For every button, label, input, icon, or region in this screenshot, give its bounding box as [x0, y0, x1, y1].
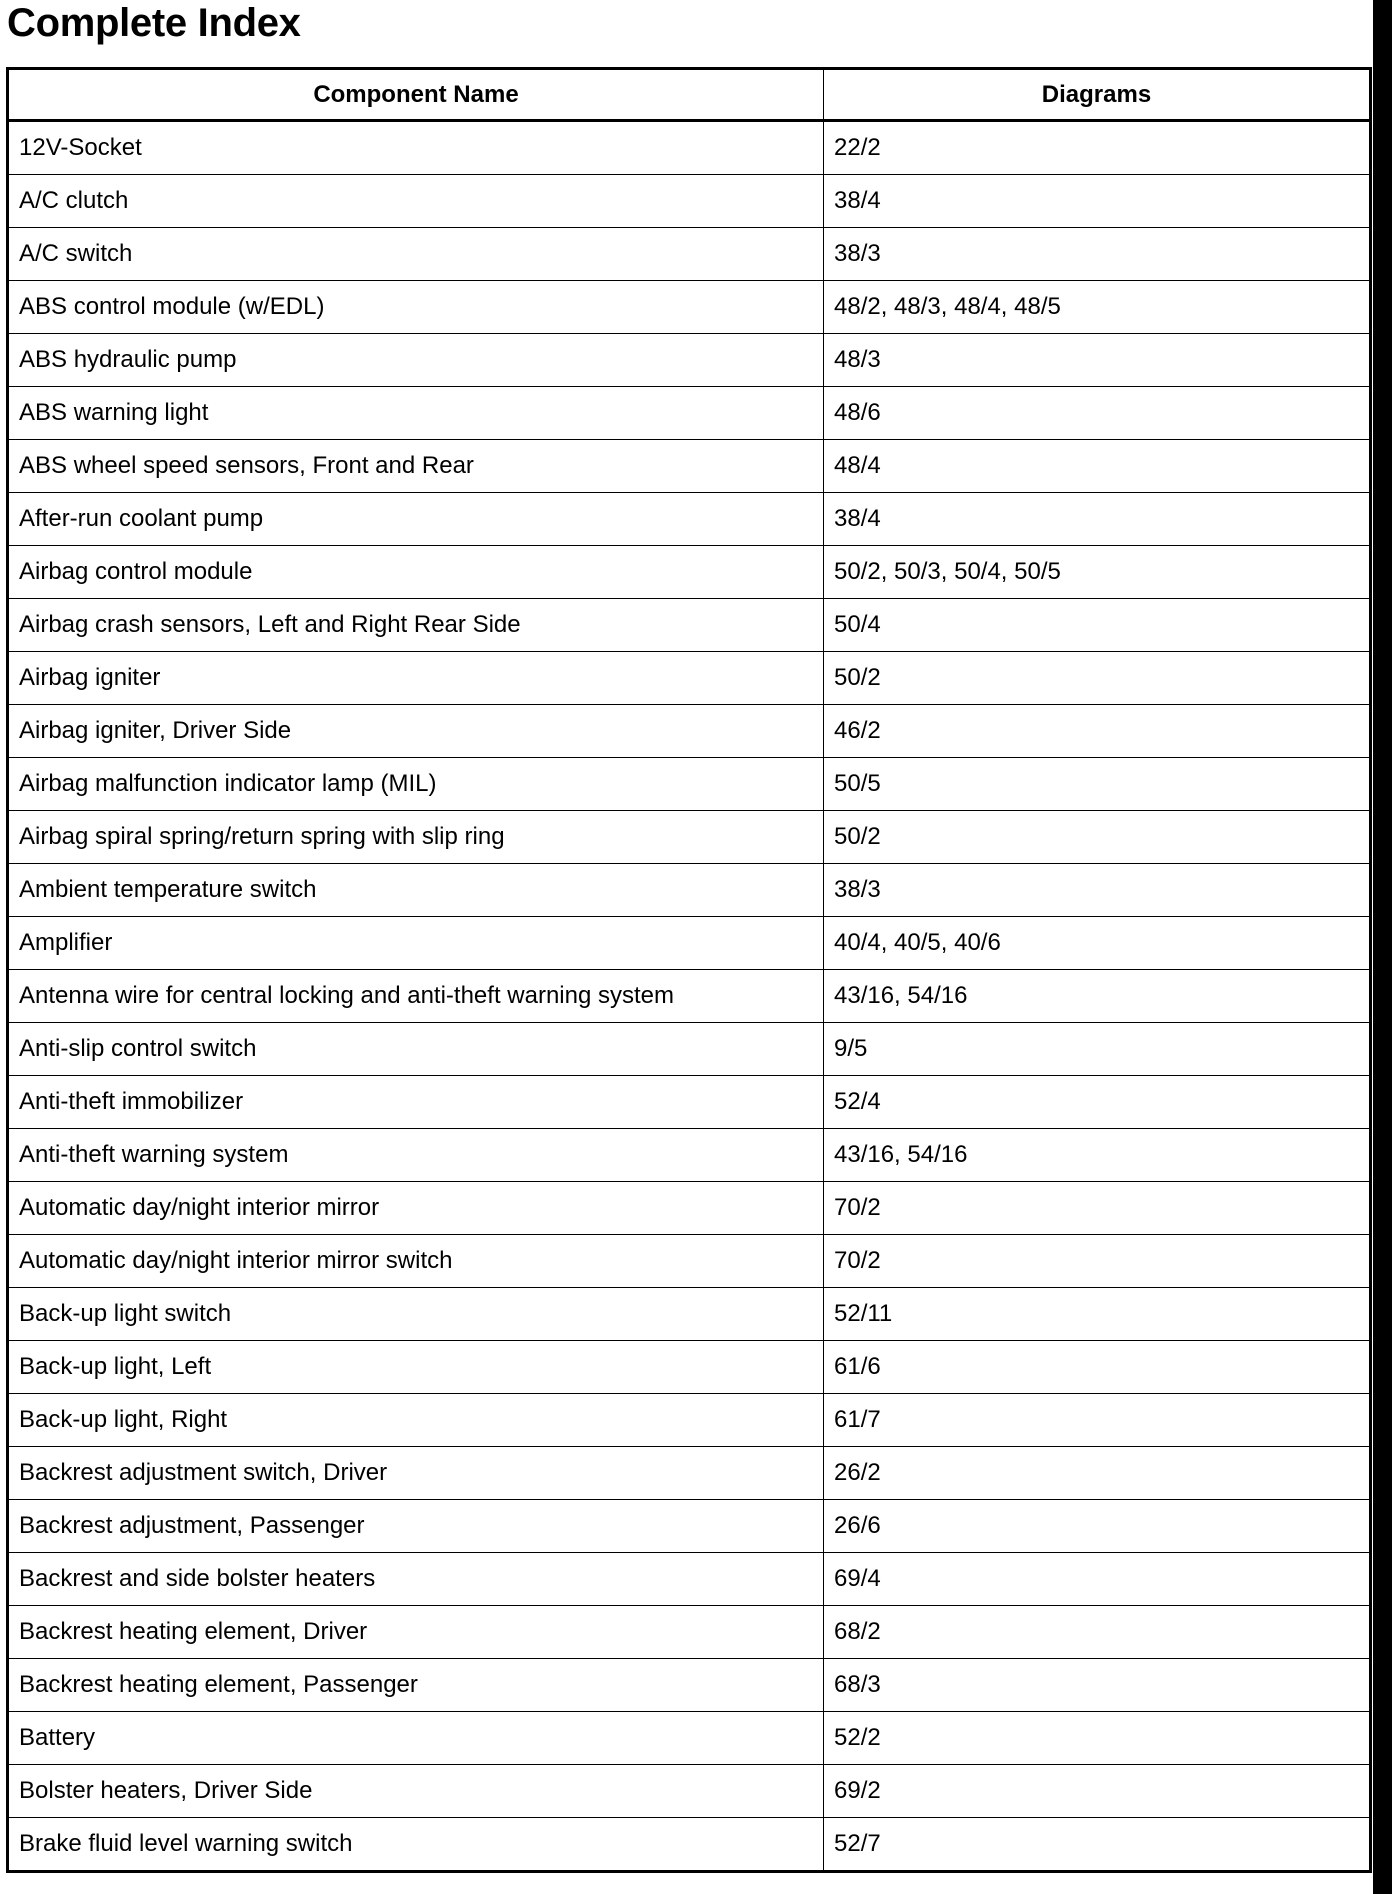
diagrams-cell: 40/4, 40/5, 40/6 [824, 917, 1371, 970]
table-row [8, 1818, 1371, 1872]
component-name-cell: Backrest adjustment, Passenger [8, 1500, 824, 1553]
table-row [8, 121, 1371, 175]
diagrams-cell: 48/3 [824, 334, 1371, 387]
table-row [8, 334, 1371, 387]
table-row [8, 1076, 1371, 1129]
diagrams-cell: 26/6 [824, 1500, 1371, 1553]
table-row [8, 1659, 1371, 1712]
component-name-cell: Brake fluid level warning switch [8, 1818, 824, 1872]
table-row [8, 1500, 1371, 1553]
table-row [8, 652, 1371, 705]
component-name-cell: Airbag crash sensors, Left and Right Rear Side [8, 599, 824, 652]
component-name-cell: Backrest heating element, Driver [8, 1606, 824, 1659]
table-row [8, 493, 1371, 546]
diagrams-cell: 43/16, 54/16 [824, 1129, 1371, 1182]
diagrams-cell: 52/11 [824, 1288, 1371, 1341]
component-name-cell: 12V-Socket [8, 121, 824, 175]
component-name-cell: After-run coolant pump [8, 493, 824, 546]
diagrams-cell: 69/2 [824, 1765, 1371, 1818]
diagrams-cell: 26/2 [824, 1447, 1371, 1500]
component-name-cell: A/C switch [8, 228, 824, 281]
table-row [8, 1288, 1371, 1341]
diagrams-cell: 43/16, 54/16 [824, 970, 1371, 1023]
table-row [8, 1235, 1371, 1288]
diagrams-cell: 61/6 [824, 1341, 1371, 1394]
table-row [8, 228, 1371, 281]
header-component-name: Component Name [8, 69, 824, 121]
table-row [8, 175, 1371, 228]
table-row [8, 1447, 1371, 1500]
diagrams-cell: 50/4 [824, 599, 1371, 652]
table-row [8, 970, 1371, 1023]
diagrams-cell: 46/2 [824, 705, 1371, 758]
component-name-cell: Automatic day/night interior mirror [8, 1182, 824, 1235]
component-name-cell: Amplifier [8, 917, 824, 970]
diagrams-cell: 9/5 [824, 1023, 1371, 1076]
table-row [8, 1553, 1371, 1606]
component-name-cell: Anti-theft warning system [8, 1129, 824, 1182]
diagrams-cell: 70/2 [824, 1235, 1371, 1288]
diagrams-cell: 69/4 [824, 1553, 1371, 1606]
table-row [8, 1712, 1371, 1765]
diagrams-cell: 68/3 [824, 1659, 1371, 1712]
component-name-cell: Anti-slip control switch [8, 1023, 824, 1076]
page-title: Complete Index [7, 1, 301, 45]
table-body [8, 121, 1371, 1872]
table-row [8, 387, 1371, 440]
component-name-cell: ABS hydraulic pump [8, 334, 824, 387]
table-row [8, 546, 1371, 599]
component-name-cell: Back-up light, Left [8, 1341, 824, 1394]
table-row [8, 1394, 1371, 1447]
component-name-cell: Back-up light, Right [8, 1394, 824, 1447]
component-name-cell: Airbag igniter [8, 652, 824, 705]
table-row [8, 1129, 1371, 1182]
diagrams-cell: 48/4 [824, 440, 1371, 493]
component-name-cell: Airbag igniter, Driver Side [8, 705, 824, 758]
component-name-cell: Airbag malfunction indicator lamp (MIL) [8, 758, 824, 811]
table-row [8, 1765, 1371, 1818]
table-row [8, 1606, 1371, 1659]
component-name-cell: ABS warning light [8, 387, 824, 440]
diagrams-cell: 50/2, 50/3, 50/4, 50/5 [824, 546, 1371, 599]
diagrams-cell: 70/2 [824, 1182, 1371, 1235]
table-row [8, 599, 1371, 652]
diagrams-cell: 61/7 [824, 1394, 1371, 1447]
component-name-cell: Antenna wire for central locking and anti-theft warning system [8, 970, 824, 1023]
diagrams-cell: 38/3 [824, 228, 1371, 281]
component-name-cell: Back-up light switch [8, 1288, 824, 1341]
diagrams-cell: 48/6 [824, 387, 1371, 440]
component-index-table [6, 67, 1372, 1873]
component-name-cell: Backrest adjustment switch, Driver [8, 1447, 824, 1500]
component-name-cell: Bolster heaters, Driver Side [8, 1765, 824, 1818]
diagrams-cell: 68/2 [824, 1606, 1371, 1659]
component-name-cell: Ambient temperature switch [8, 864, 824, 917]
component-name-cell: Backrest heating element, Passenger [8, 1659, 824, 1712]
page-edge-bar [1373, 0, 1392, 1894]
component-name-cell: ABS control module (w/EDL) [8, 281, 824, 334]
diagrams-cell: 50/2 [824, 652, 1371, 705]
component-name-cell: Automatic day/night interior mirror switch [8, 1235, 824, 1288]
table-row [8, 281, 1371, 334]
component-name-cell: Anti-theft immobilizer [8, 1076, 824, 1129]
table-row [8, 1023, 1371, 1076]
component-name-cell: A/C clutch [8, 175, 824, 228]
diagrams-cell: 48/2, 48/3, 48/4, 48/5 [824, 281, 1371, 334]
header-diagrams: Diagrams [824, 69, 1371, 121]
table-row [8, 758, 1371, 811]
diagrams-cell: 22/2 [824, 121, 1371, 175]
table-row [8, 440, 1371, 493]
diagrams-cell: 50/5 [824, 758, 1371, 811]
diagrams-cell: 52/4 [824, 1076, 1371, 1129]
diagrams-cell: 52/2 [824, 1712, 1371, 1765]
diagrams-cell: 38/3 [824, 864, 1371, 917]
table-row [8, 917, 1371, 970]
component-name-cell: Battery [8, 1712, 824, 1765]
component-name-cell: Airbag spiral spring/return spring with slip ring [8, 811, 824, 864]
table-row [8, 864, 1371, 917]
table-row [8, 1341, 1371, 1394]
table-row [8, 705, 1371, 758]
component-name-cell: Backrest and side bolster heaters [8, 1553, 824, 1606]
diagrams-cell: 38/4 [824, 493, 1371, 546]
table-row [8, 1182, 1371, 1235]
diagrams-cell: 50/2 [824, 811, 1371, 864]
component-name-cell: Airbag control module [8, 546, 824, 599]
table-header-row [8, 69, 1371, 121]
component-name-cell: ABS wheel speed sensors, Front and Rear [8, 440, 824, 493]
diagrams-cell: 52/7 [824, 1818, 1371, 1872]
diagrams-cell: 38/4 [824, 175, 1371, 228]
table-row [8, 811, 1371, 864]
